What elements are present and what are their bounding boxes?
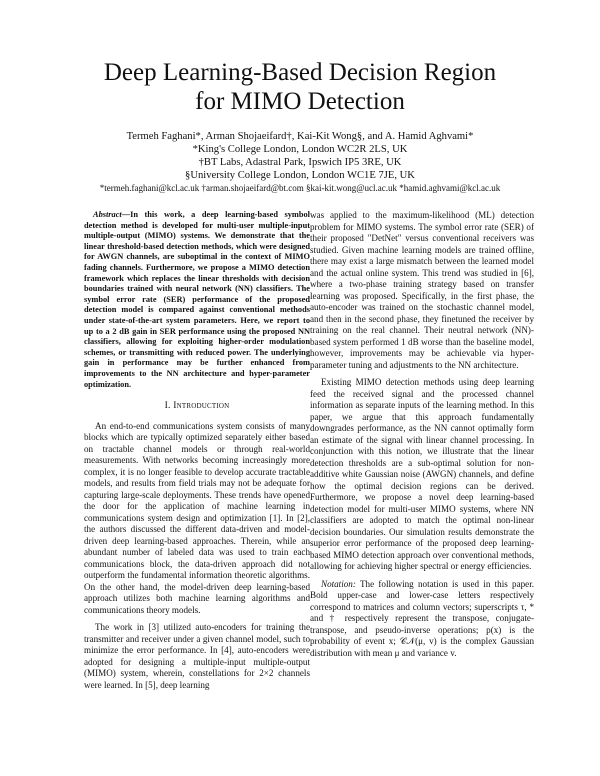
abstract [84,210,310,390]
left-column [84,210,310,691]
paper-title [40,58,560,116]
title-line-1: Deep Learning-Based Decision Region [103,59,497,86]
affiliation-3: §University College London, London WC1E 7JE, UK [185,170,415,181]
right-column [310,210,534,659]
title-line-2: for MIMO Detection [195,88,405,115]
right-paragraph-2: Existing MIMO detection methods using deep learning feed the received signal and the processed channel information as separate inputs of the learning method. In this paper, we argue that this approach fundamentally downgrades performance, as the NN cannot optimally form an estimate of the signal with linear channel processing. In conjunction with this notion, we illustrate that the linear detection thresholds are a sub-optimal solution for non-additive white Gaussian noise (AWGN) channels, and define how the optimal decision regions can be derived. Furthermore, we propose a novel deep learning-based detection model for multi-user MIMO systems, where NN classifiers are adopted to match the optimal non-linear decision boundaries. Our simulation results demonstrate the superior error performance of the proposed deep learning-based MIMO detection approach over conventional methods, allowing for achieving higher spectral or energy efficiencies. [310,377,534,571]
notation-paragraph [310,579,534,660]
section-heading-introduction: I. Introduction [164,400,230,412]
notation-label: Notation: [321,578,356,589]
author-block [40,130,560,195]
right-paragraph-1: was applied to the maximum-likelihood (ML) detection problem for MIMO systems. The symbol error rate (SER) of their proposed "DetNet" versus conventional receivers was studied. Given machine learning models are trained offline, there may exist a large mismatch between the learned model and the actual online system. This trend was studied in [6], where a two-phase training strategy based on transfer learning was proposed. Specifically, in the first phase, the auto-encoder was trained on the stochastic channel model, and then in the second phase, they finetuned the receiver by training on the real channel. Their neutral network (NN)-based system performed 1 dB worse than the baseline model, however, improvements may be achievable via hyper-parameter tuning and adjustments to the NN architecture. [310,210,534,370]
author-names: Termeh Faghani*, Arman Shojaeifard†, Kai-Kit Wong§, and A. Hamid Aghvami* [126,131,474,142]
author-emails: *termeh.faghani@kcl.ac.uk †arman.shojaeifard@bt.com §kai-kit.wong@ucl.ac.uk *hamid.aghvami@kcl.ac.uk [99,183,501,193]
affiliation-1: *King's College London, London WC2R 2LS, UK [192,144,408,155]
affiliation-2: †BT Labs, Adastral Park, Ipswich IP5 3RE, UK [198,157,402,168]
abstract-label: Abstract— [93,210,131,219]
intro-paragraph-2: The work in [3] utilized auto-encoders for training the transmitter and receiver under a given channel model, such to minimize the error performance. In [4], auto-encoders were adopted for designing a multiple-input multiple-output (MIMO) system, wherein, constellations for 2×2 channels were learned. In [5], deep learning [84,622,310,690]
intro-paragraph-1: An end-to-end communications system consists of many blocks which are typically optimized separately either based on tractable channel models or through real-world measurements. With networks becoming increasingly more complex, it is no longer feasible to develop accurate tractable models, and results from field trials may not be adequate for capturing large-scale deployments. These trends have opened the door for the application of machine learning in communications system design and optimization [1]. In [2], the authors discussed the different data-driven and model-driven deep learning-based approaches. Therein, while an abundant number of labeled data was used to train each communications block, the data-driven approach did not outperform the fundamental information theoretic algorithms. On the other hand, the model-driven deep learning-based approach utilizes both machine learning algorithms and communications theory models. [84,420,310,615]
notation-text: The following notation is used in this paper. Bold upper-case and lower-case letters respectively correspond to matrices and column vectors; superscripts τ, * and † respectively represent the transpose, conjugate-transpose, and pseudo-inverse operations; p(x) is the probability of event x; 𝒞𝒩(μ, v) is the complex Gaussian distribution with mean μ and variance v. [310,578,534,658]
abstract-text: In this work, a deep learning-based symbol detection method is developed for multi-user multiple-input multiple-output (MIMO) systems. We demonstrate that the linear threshold-based detection methods, which were designed for AWGN channels, are suboptimal in the context of MIMO fading channels. Furthermore, we propose a MIMO detection framework which replaces the linear thresholds with decision boundaries trained with neural network (NN) classifiers. The symbol error rate (SER) performance of the proposed detection model is compared against conventional methods under state-of-the-art system parameters. Here, we report to up to a 2 dB gain in SER performance using the proposed NN classifiers, allowing for exploiting higher-order modulation schemes, or transmitting with reduced power. The underlying gain in performance may be further enhanced from improvements to the NN architecture and hyper-parameter optimization. [84,210,310,389]
